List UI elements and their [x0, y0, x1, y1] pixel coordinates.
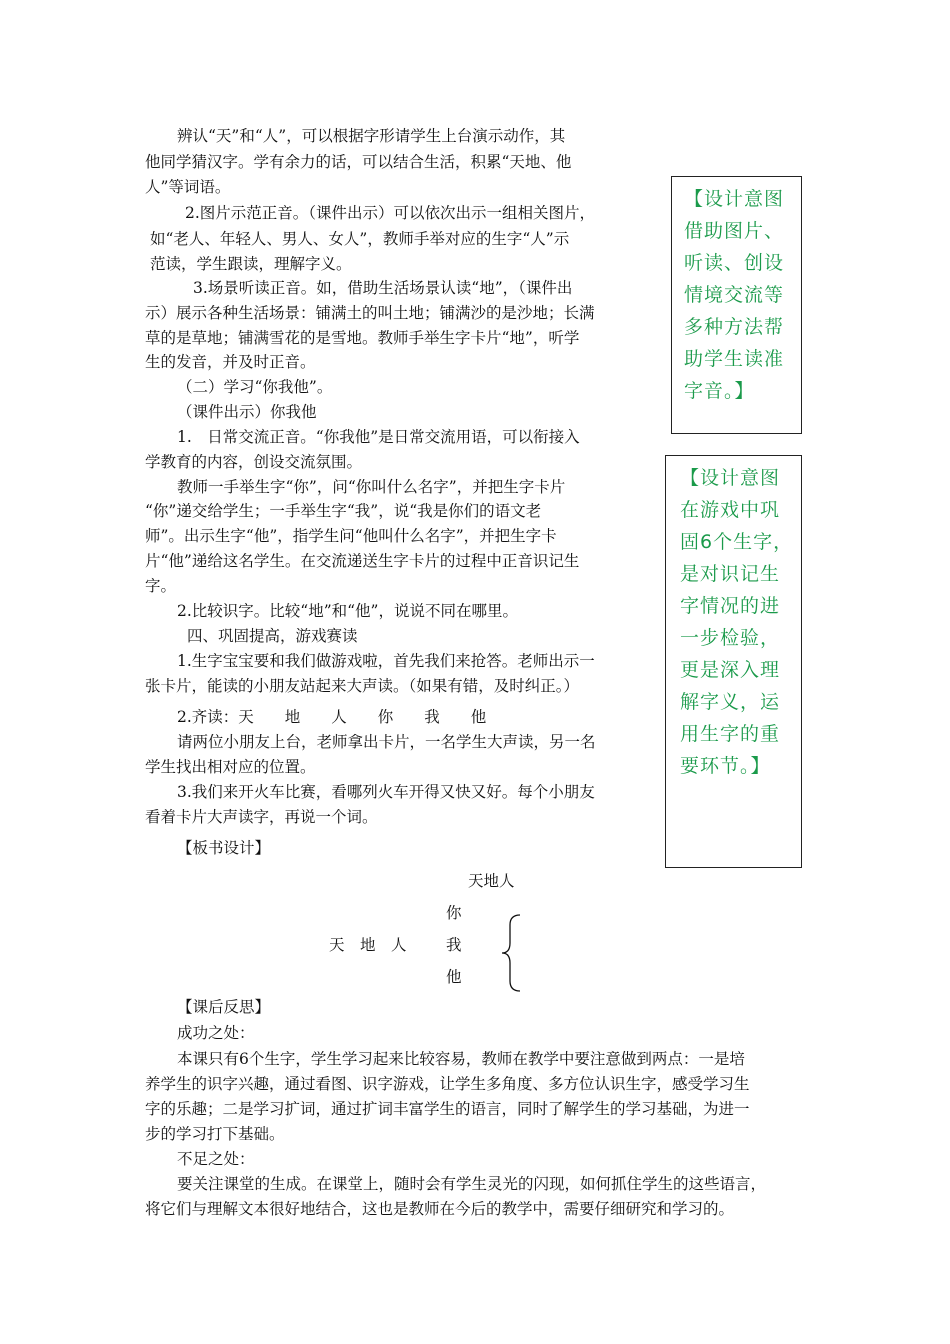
- main-line: 如“老人、年轻人、男人、女人”，教师手举对应的生字“人”示: [150, 230, 570, 248]
- main-line: 示）展示各种生活场景：铺满土的叫土地；铺满沙的是沙地；长满: [145, 304, 595, 322]
- main-line: 1.生字宝宝要和我们做游戏啦，首先我们来抢答。老师出示一: [177, 652, 595, 670]
- intent-line: 多种方法帮: [684, 316, 785, 338]
- main-line: 辨认“天”和“人”，可以根据字形请学生上台演示动作，其: [177, 127, 566, 145]
- intent-line: 固6个生字，: [680, 531, 794, 553]
- design-intent-box-2: [665, 455, 802, 868]
- main-line: 字。: [145, 577, 177, 595]
- intent-line: 字音。】: [684, 380, 755, 402]
- reflection-line: 将它们与理解文本很好地结合，这也是教师在今后的教学中，需要仔细研究和学习的。: [145, 1200, 735, 1218]
- design-intent-box-1: [671, 176, 802, 434]
- reflection-line: 步的学习打下基础。: [145, 1125, 285, 1143]
- main-line: （课件出示）你我他: [177, 403, 317, 421]
- board-left: 天 地 人: [329, 936, 407, 954]
- intent-line: 要环节。】: [680, 755, 771, 777]
- intent-line: 用生字的重: [680, 723, 781, 745]
- main-line: 2.比较识字。比较“地”和“他”，说说不同在哪里。: [177, 602, 518, 620]
- main-line: 3.我们来开火车比赛，看哪列火车开得又快又好。每个小朋友: [177, 783, 595, 801]
- brace-icon: [500, 913, 524, 993]
- board-design-heading: 【板书设计】: [177, 839, 271, 857]
- intent-line: 一步检验，: [680, 627, 781, 649]
- main-line: 2.图片示范正音。（课件出示）可以依次出示一组相关图片，: [185, 204, 596, 222]
- main-line: 3.场景听读正音。如，借助生活场景认读“地”，（课件出: [193, 279, 573, 297]
- main-line: 学教育的内容，创设交流氛围。: [145, 453, 363, 471]
- intent-line: 助学生读准: [684, 348, 785, 370]
- main-line: 他同学猜汉字。学有余力的话，可以结合生活，积累“天地、他: [145, 153, 572, 171]
- board-title: 天地人: [468, 872, 515, 890]
- reflection-line: 不足之处：: [177, 1150, 255, 1168]
- main-line: 片“他”递给这名学生。在交流递送生字卡片的过程中正音识记生: [145, 552, 580, 570]
- main-line: 2.齐读：天 地 人 你 我 他: [177, 708, 487, 726]
- intent-line: 解字义，运: [680, 691, 781, 713]
- board-right-item: 我: [446, 936, 462, 954]
- board-right-item: 你: [446, 904, 462, 922]
- intent-line: 是对识记生: [680, 563, 781, 585]
- reflection-line: 养学生的识字兴趣，通过看图、识字游戏，让学生多角度、多方位认识生字，感受学习生: [145, 1075, 750, 1093]
- reflection-line: 本课只有6个生字，学生学习起来比较容易，教师在教学中要注意做到两点：一是培: [177, 1050, 745, 1068]
- intent-line: 情境交流等: [684, 284, 785, 306]
- main-line: 教师一手举生字“你”，问“你叫什么名字”，并把生字卡片: [177, 478, 566, 496]
- intent-line: 在游戏中巩: [680, 499, 781, 521]
- intent-line: 字情况的进: [680, 595, 781, 617]
- reflection-heading: 【课后反思】: [177, 998, 271, 1016]
- main-line: “你”递交给学生；一手举生字“我”，说“我是你们的语文老: [145, 502, 542, 520]
- main-line: 看着卡片大声读字，再说一个词。: [145, 808, 378, 826]
- main-line: 张卡片，能读的小朋友站起来大声读。（如果有错，及时纠正。）: [145, 677, 580, 695]
- reflection-line: 成功之处：: [177, 1024, 255, 1042]
- main-line: 师”。出示生字“他”，指学生问“他叫什么名字”，并把生字卡: [145, 527, 557, 545]
- main-line: 生的发音，并及时正音。: [145, 353, 316, 371]
- main-line: （二）学习“你我他”。: [177, 378, 333, 396]
- main-line: 学生找出相对应的位置。: [145, 758, 316, 776]
- main-line: 草的是草地；铺满雪花的是雪地。教师手举生字卡片“地”，听学: [145, 329, 580, 347]
- reflection-line: 要关注课堂的生成。在课堂上，随时会有学生灵光的闪现，如何抓住学生的这些语言，: [177, 1175, 767, 1193]
- board-right-item: 他: [446, 968, 462, 986]
- intent-line: 借助图片、: [684, 220, 785, 242]
- intent-line: 听读、创设: [684, 252, 785, 274]
- main-line: 1. 日常交流正音。“你我他”是日常交流用语，可以衔接入: [177, 428, 580, 446]
- reflection-line: 字的乐趣；二是学习扩词，通过扩词丰富学生的语言，同时了解学生的学习基础，为进一: [145, 1100, 750, 1118]
- intent-line: 【设计意图: [680, 467, 781, 489]
- main-line: 人”等词语。: [145, 178, 231, 196]
- intent-line: 更是深入理: [680, 659, 781, 681]
- main-line: 范读，学生跟读，理解字义。: [150, 255, 352, 273]
- section-heading: 四、巩固提高，游戏赛读: [187, 627, 358, 645]
- main-line: 请两位小朋友上台，老师拿出卡片，一名学生大声读，另一名: [177, 733, 596, 751]
- intent-line: 【设计意图: [684, 188, 785, 210]
